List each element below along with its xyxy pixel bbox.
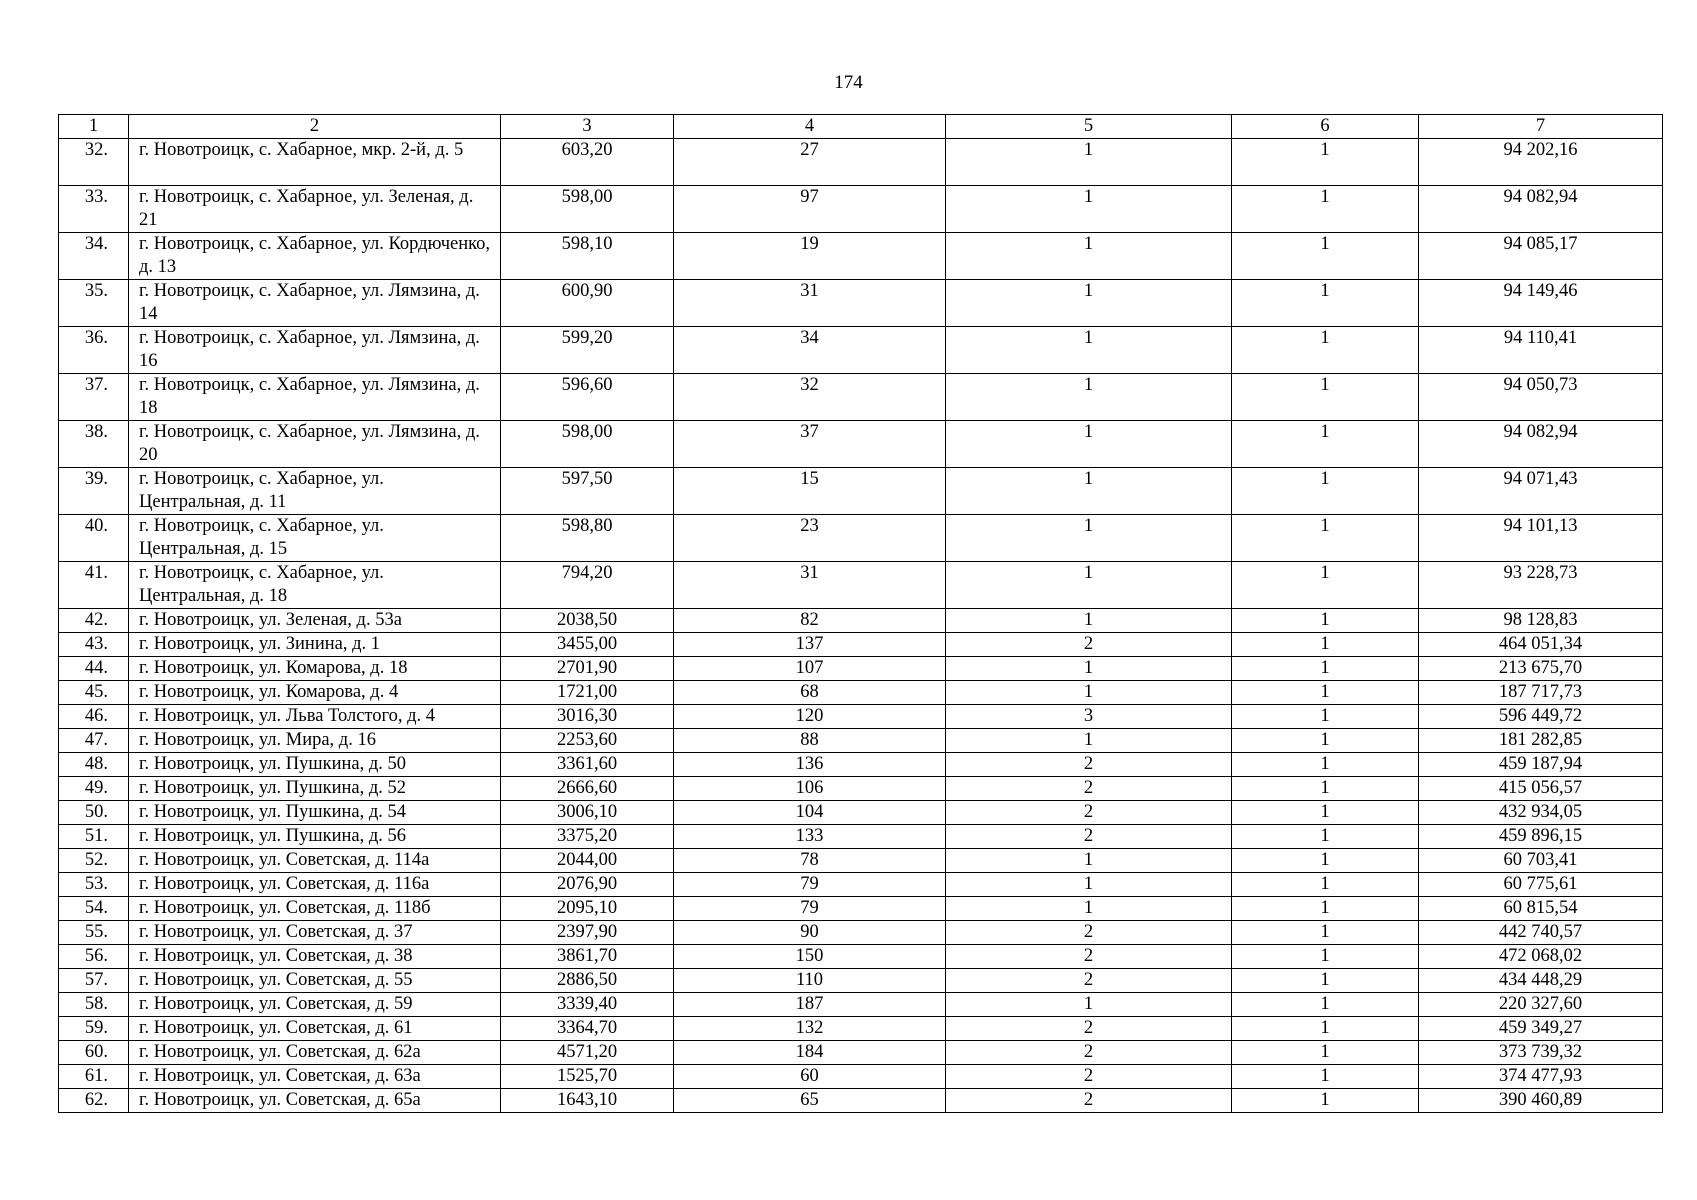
column-7-cell: 373 739,32 [1419, 1041, 1663, 1065]
table-row [59, 280, 1663, 327]
table-row [59, 921, 1663, 945]
table-row [59, 374, 1663, 421]
column-5-cell: 1 [946, 515, 1232, 562]
address-cell: г. Новотроицк, с. Хабарное, ул. Зеленая, д. 21 [129, 186, 501, 233]
column-6-cell: 1 [1232, 515, 1419, 562]
table-row [59, 681, 1663, 705]
column-4-cell: 32 [674, 374, 946, 421]
row-number: 60. [59, 1041, 129, 1065]
column-7-cell: 94 082,94 [1419, 186, 1663, 233]
column-3-cell: 1721,00 [501, 681, 674, 705]
column-4-cell: 137 [674, 633, 946, 657]
table-row [59, 945, 1663, 969]
column-6-cell: 1 [1232, 825, 1419, 849]
address-cell: г. Новотроицк, ул. Советская, д. 37 [129, 921, 501, 945]
row-number: 53. [59, 873, 129, 897]
row-number: 59. [59, 1017, 129, 1041]
column-4-cell: 60 [674, 1065, 946, 1089]
table-body [59, 139, 1663, 1113]
column-4-cell: 187 [674, 993, 946, 1017]
column-5-cell: 1 [946, 993, 1232, 1017]
column-7-cell: 472 068,02 [1419, 945, 1663, 969]
column-5-cell: 2 [946, 753, 1232, 777]
table-row [59, 1017, 1663, 1041]
address-cell: г. Новотроицк, с. Хабарное, ул. Центральная, д. 11 [129, 468, 501, 515]
row-number: 52. [59, 849, 129, 873]
address-cell: г. Новотроицк, ул. Советская, д. 65а [129, 1089, 501, 1113]
address-cell: г. Новотроицк, ул. Советская, д. 116а [129, 873, 501, 897]
address-cell: г. Новотроицк, ул. Зеленая, д. 53а [129, 609, 501, 633]
address-cell: г. Новотроицк, ул. Пушкина, д. 52 [129, 777, 501, 801]
column-3-cell: 596,60 [501, 374, 674, 421]
table-row [59, 897, 1663, 921]
header-row [59, 115, 1663, 139]
table-row [59, 705, 1663, 729]
column-4-cell: 79 [674, 873, 946, 897]
table-row [59, 562, 1663, 609]
column-5-cell: 1 [946, 609, 1232, 633]
table-row [59, 1041, 1663, 1065]
table-row [59, 139, 1663, 186]
table-row [59, 825, 1663, 849]
column-7-cell: 94 149,46 [1419, 280, 1663, 327]
column-3-cell: 2038,50 [501, 609, 674, 633]
row-number: 62. [59, 1089, 129, 1113]
row-number: 54. [59, 897, 129, 921]
column-3-cell: 2397,90 [501, 921, 674, 945]
table-row [59, 186, 1663, 233]
address-cell: г. Новотроицк, с. Хабарное, ул. Лямзина, д. 14 [129, 280, 501, 327]
column-5-cell: 1 [946, 468, 1232, 515]
column-4-cell: 132 [674, 1017, 946, 1041]
column-3-cell: 4571,20 [501, 1041, 674, 1065]
column-6-cell: 1 [1232, 374, 1419, 421]
address-cell: г. Новотроицк, с. Хабарное, ул. Лямзина, д. 20 [129, 421, 501, 468]
column-4-cell: 110 [674, 969, 946, 993]
column-5-cell: 1 [946, 233, 1232, 280]
table-header [59, 115, 1663, 139]
column-4-cell: 107 [674, 657, 946, 681]
column-4-cell: 19 [674, 233, 946, 280]
column-4-cell: 184 [674, 1041, 946, 1065]
column-header-4: 4 [674, 115, 946, 139]
column-5-cell: 2 [946, 1041, 1232, 1065]
column-6-cell: 1 [1232, 993, 1419, 1017]
address-cell: г. Новотроицк, ул. Мира, д. 16 [129, 729, 501, 753]
row-number: 46. [59, 705, 129, 729]
column-6-cell: 1 [1232, 873, 1419, 897]
column-7-cell: 459 349,27 [1419, 1017, 1663, 1041]
column-7-cell: 98 128,83 [1419, 609, 1663, 633]
column-6-cell: 1 [1232, 139, 1419, 186]
column-5-cell: 2 [946, 801, 1232, 825]
table-row [59, 657, 1663, 681]
column-3-cell: 3016,30 [501, 705, 674, 729]
address-cell: г. Новотроицк, ул. Советская, д. 38 [129, 945, 501, 969]
row-number: 40. [59, 515, 129, 562]
column-7-cell: 60 775,61 [1419, 873, 1663, 897]
column-5-cell: 1 [946, 729, 1232, 753]
column-7-cell: 459 187,94 [1419, 753, 1663, 777]
column-7-cell: 94 071,43 [1419, 468, 1663, 515]
column-5-cell: 3 [946, 705, 1232, 729]
row-number: 44. [59, 657, 129, 681]
column-7-cell: 93 228,73 [1419, 562, 1663, 609]
address-cell: г. Новотроицк, ул. Комарова, д. 18 [129, 657, 501, 681]
column-4-cell: 133 [674, 825, 946, 849]
column-3-cell: 597,50 [501, 468, 674, 515]
row-number: 58. [59, 993, 129, 1017]
column-4-cell: 136 [674, 753, 946, 777]
column-5-cell: 2 [946, 921, 1232, 945]
column-3-cell: 2076,90 [501, 873, 674, 897]
column-3-cell: 2701,90 [501, 657, 674, 681]
table-row [59, 849, 1663, 873]
table-row [59, 801, 1663, 825]
column-7-cell: 213 675,70 [1419, 657, 1663, 681]
column-3-cell: 3361,60 [501, 753, 674, 777]
column-7-cell: 94 101,13 [1419, 515, 1663, 562]
column-7-cell: 434 448,29 [1419, 969, 1663, 993]
column-4-cell: 150 [674, 945, 946, 969]
address-cell: г. Новотроицк, ул. Зинина, д. 1 [129, 633, 501, 657]
column-5-cell: 2 [946, 969, 1232, 993]
column-5-cell: 2 [946, 777, 1232, 801]
column-7-cell: 596 449,72 [1419, 705, 1663, 729]
column-5-cell: 2 [946, 825, 1232, 849]
column-7-cell: 390 460,89 [1419, 1089, 1663, 1113]
column-7-cell: 374 477,93 [1419, 1065, 1663, 1089]
column-6-cell: 1 [1232, 1041, 1419, 1065]
column-6-cell: 1 [1232, 562, 1419, 609]
column-4-cell: 68 [674, 681, 946, 705]
row-number: 37. [59, 374, 129, 421]
row-number: 39. [59, 468, 129, 515]
table-row [59, 609, 1663, 633]
address-cell: г. Новотроицк, с. Хабарное, ул. Центральная, д. 15 [129, 515, 501, 562]
column-7-cell: 94 110,41 [1419, 327, 1663, 374]
row-number: 45. [59, 681, 129, 705]
column-5-cell: 2 [946, 945, 1232, 969]
column-3-cell: 2044,00 [501, 849, 674, 873]
column-4-cell: 65 [674, 1089, 946, 1113]
row-number: 34. [59, 233, 129, 280]
column-6-cell: 1 [1232, 921, 1419, 945]
column-6-cell: 1 [1232, 1017, 1419, 1041]
column-6-cell: 1 [1232, 897, 1419, 921]
column-5-cell: 1 [946, 897, 1232, 921]
column-3-cell: 598,10 [501, 233, 674, 280]
column-7-cell: 181 282,85 [1419, 729, 1663, 753]
address-cell: г. Новотроицк, ул. Советская, д. 63а [129, 1065, 501, 1089]
column-header-7: 7 [1419, 115, 1663, 139]
column-4-cell: 31 [674, 280, 946, 327]
column-5-cell: 1 [946, 849, 1232, 873]
column-7-cell: 60 703,41 [1419, 849, 1663, 873]
column-5-cell: 1 [946, 421, 1232, 468]
table-row [59, 777, 1663, 801]
table-row [59, 468, 1663, 515]
row-number: 43. [59, 633, 129, 657]
column-5-cell: 2 [946, 1017, 1232, 1041]
row-number: 57. [59, 969, 129, 993]
column-4-cell: 79 [674, 897, 946, 921]
row-number: 35. [59, 280, 129, 327]
column-7-cell: 459 896,15 [1419, 825, 1663, 849]
column-5-cell: 1 [946, 562, 1232, 609]
address-cell: г. Новотроицк, ул. Пушкина, д. 50 [129, 753, 501, 777]
address-cell: г. Новотроицк, ул. Комарова, д. 4 [129, 681, 501, 705]
row-number: 55. [59, 921, 129, 945]
column-7-cell: 442 740,57 [1419, 921, 1663, 945]
address-cell: г. Новотроицк, ул. Льва Толстого, д. 4 [129, 705, 501, 729]
column-5-cell: 2 [946, 1089, 1232, 1113]
table-row [59, 753, 1663, 777]
row-number: 48. [59, 753, 129, 777]
column-header-1: 1 [59, 115, 129, 139]
column-6-cell: 1 [1232, 657, 1419, 681]
column-6-cell: 1 [1232, 233, 1419, 280]
column-6-cell: 1 [1232, 1065, 1419, 1089]
column-3-cell: 1525,70 [501, 1065, 674, 1089]
registry-table [58, 114, 1663, 1113]
column-3-cell: 598,00 [501, 186, 674, 233]
column-6-cell: 1 [1232, 633, 1419, 657]
column-6-cell: 1 [1232, 1089, 1419, 1113]
column-6-cell: 1 [1232, 327, 1419, 374]
column-3-cell: 2253,60 [501, 729, 674, 753]
row-number: 33. [59, 186, 129, 233]
column-4-cell: 37 [674, 421, 946, 468]
column-3-cell: 2666,60 [501, 777, 674, 801]
row-number: 47. [59, 729, 129, 753]
address-cell: г. Новотроицк, с. Хабарное, ул. Центральная, д. 18 [129, 562, 501, 609]
column-5-cell: 2 [946, 1065, 1232, 1089]
column-header-5: 5 [946, 115, 1232, 139]
column-3-cell: 598,80 [501, 515, 674, 562]
column-4-cell: 82 [674, 609, 946, 633]
address-cell: г. Новотроицк, с. Хабарное, мкр. 2-й, д. 5 [129, 139, 501, 186]
column-3-cell: 599,20 [501, 327, 674, 374]
column-7-cell: 220 327,60 [1419, 993, 1663, 1017]
row-number: 38. [59, 421, 129, 468]
address-cell: г. Новотроицк, ул. Советская, д. 55 [129, 969, 501, 993]
column-4-cell: 27 [674, 139, 946, 186]
column-3-cell: 2886,50 [501, 969, 674, 993]
row-number: 32. [59, 139, 129, 186]
row-number: 51. [59, 825, 129, 849]
column-3-cell: 600,90 [501, 280, 674, 327]
column-6-cell: 1 [1232, 681, 1419, 705]
address-cell: г. Новотроицк, ул. Советская, д. 62а [129, 1041, 501, 1065]
row-number: 49. [59, 777, 129, 801]
column-5-cell: 1 [946, 374, 1232, 421]
column-7-cell: 94 085,17 [1419, 233, 1663, 280]
column-6-cell: 1 [1232, 753, 1419, 777]
column-7-cell: 415 056,57 [1419, 777, 1663, 801]
column-5-cell: 1 [946, 186, 1232, 233]
column-5-cell: 1 [946, 681, 1232, 705]
column-5-cell: 1 [946, 139, 1232, 186]
column-4-cell: 78 [674, 849, 946, 873]
column-6-cell: 1 [1232, 280, 1419, 327]
column-3-cell: 3455,00 [501, 633, 674, 657]
row-number: 42. [59, 609, 129, 633]
address-cell: г. Новотроицк, ул. Советская, д. 114а [129, 849, 501, 873]
table-row [59, 993, 1663, 1017]
column-6-cell: 1 [1232, 421, 1419, 468]
column-3-cell: 794,20 [501, 562, 674, 609]
column-3-cell: 3861,70 [501, 945, 674, 969]
address-cell: г. Новотроицк, ул. Пушкина, д. 54 [129, 801, 501, 825]
column-6-cell: 1 [1232, 609, 1419, 633]
column-6-cell: 1 [1232, 945, 1419, 969]
column-4-cell: 31 [674, 562, 946, 609]
row-number: 50. [59, 801, 129, 825]
column-3-cell: 3375,20 [501, 825, 674, 849]
column-5-cell: 1 [946, 327, 1232, 374]
column-4-cell: 15 [674, 468, 946, 515]
column-4-cell: 34 [674, 327, 946, 374]
column-7-cell: 187 717,73 [1419, 681, 1663, 705]
table-row [59, 421, 1663, 468]
column-6-cell: 1 [1232, 849, 1419, 873]
table-row [59, 873, 1663, 897]
table-row [59, 1089, 1663, 1113]
column-7-cell: 94 050,73 [1419, 374, 1663, 421]
column-header-2: 2 [129, 115, 501, 139]
column-6-cell: 1 [1232, 468, 1419, 515]
address-cell: г. Новотроицк, с. Хабарное, ул. Кордюченко, д. 13 [129, 233, 501, 280]
column-6-cell: 1 [1232, 729, 1419, 753]
column-6-cell: 1 [1232, 705, 1419, 729]
address-cell: г. Новотроицк, ул. Советская, д. 118б [129, 897, 501, 921]
address-cell: г. Новотроицк, ул. Советская, д. 61 [129, 1017, 501, 1041]
row-number: 61. [59, 1065, 129, 1089]
column-3-cell: 3364,70 [501, 1017, 674, 1041]
column-5-cell: 1 [946, 280, 1232, 327]
column-5-cell: 1 [946, 657, 1232, 681]
column-7-cell: 94 082,94 [1419, 421, 1663, 468]
column-7-cell: 60 815,54 [1419, 897, 1663, 921]
table-row [59, 515, 1663, 562]
column-7-cell: 464 051,34 [1419, 633, 1663, 657]
column-3-cell: 3006,10 [501, 801, 674, 825]
column-6-cell: 1 [1232, 969, 1419, 993]
address-cell: г. Новотроицк, ул. Советская, д. 59 [129, 993, 501, 1017]
column-6-cell: 1 [1232, 186, 1419, 233]
column-5-cell: 2 [946, 633, 1232, 657]
row-number: 36. [59, 327, 129, 374]
column-6-cell: 1 [1232, 777, 1419, 801]
page-number: 174 [834, 72, 863, 93]
table-row [59, 633, 1663, 657]
address-cell: г. Новотроицк, с. Хабарное, ул. Лямзина, д. 18 [129, 374, 501, 421]
column-7-cell: 432 934,05 [1419, 801, 1663, 825]
column-4-cell: 88 [674, 729, 946, 753]
table-row [59, 1065, 1663, 1089]
column-3-cell: 1643,10 [501, 1089, 674, 1113]
column-header-3: 3 [501, 115, 674, 139]
column-4-cell: 97 [674, 186, 946, 233]
table-row [59, 969, 1663, 993]
column-6-cell: 1 [1232, 801, 1419, 825]
column-3-cell: 2095,10 [501, 897, 674, 921]
address-cell: г. Новотроицк, с. Хабарное, ул. Лямзина, д. 16 [129, 327, 501, 374]
column-3-cell: 598,00 [501, 421, 674, 468]
column-4-cell: 23 [674, 515, 946, 562]
table-row [59, 327, 1663, 374]
column-7-cell: 94 202,16 [1419, 139, 1663, 186]
row-number: 56. [59, 945, 129, 969]
column-header-6: 6 [1232, 115, 1419, 139]
address-cell: г. Новотроицк, ул. Пушкина, д. 56 [129, 825, 501, 849]
column-3-cell: 603,20 [501, 139, 674, 186]
column-4-cell: 90 [674, 921, 946, 945]
column-4-cell: 104 [674, 801, 946, 825]
table-row [59, 729, 1663, 753]
table-row [59, 233, 1663, 280]
column-4-cell: 106 [674, 777, 946, 801]
column-3-cell: 3339,40 [501, 993, 674, 1017]
column-4-cell: 120 [674, 705, 946, 729]
row-number: 41. [59, 562, 129, 609]
column-5-cell: 1 [946, 873, 1232, 897]
